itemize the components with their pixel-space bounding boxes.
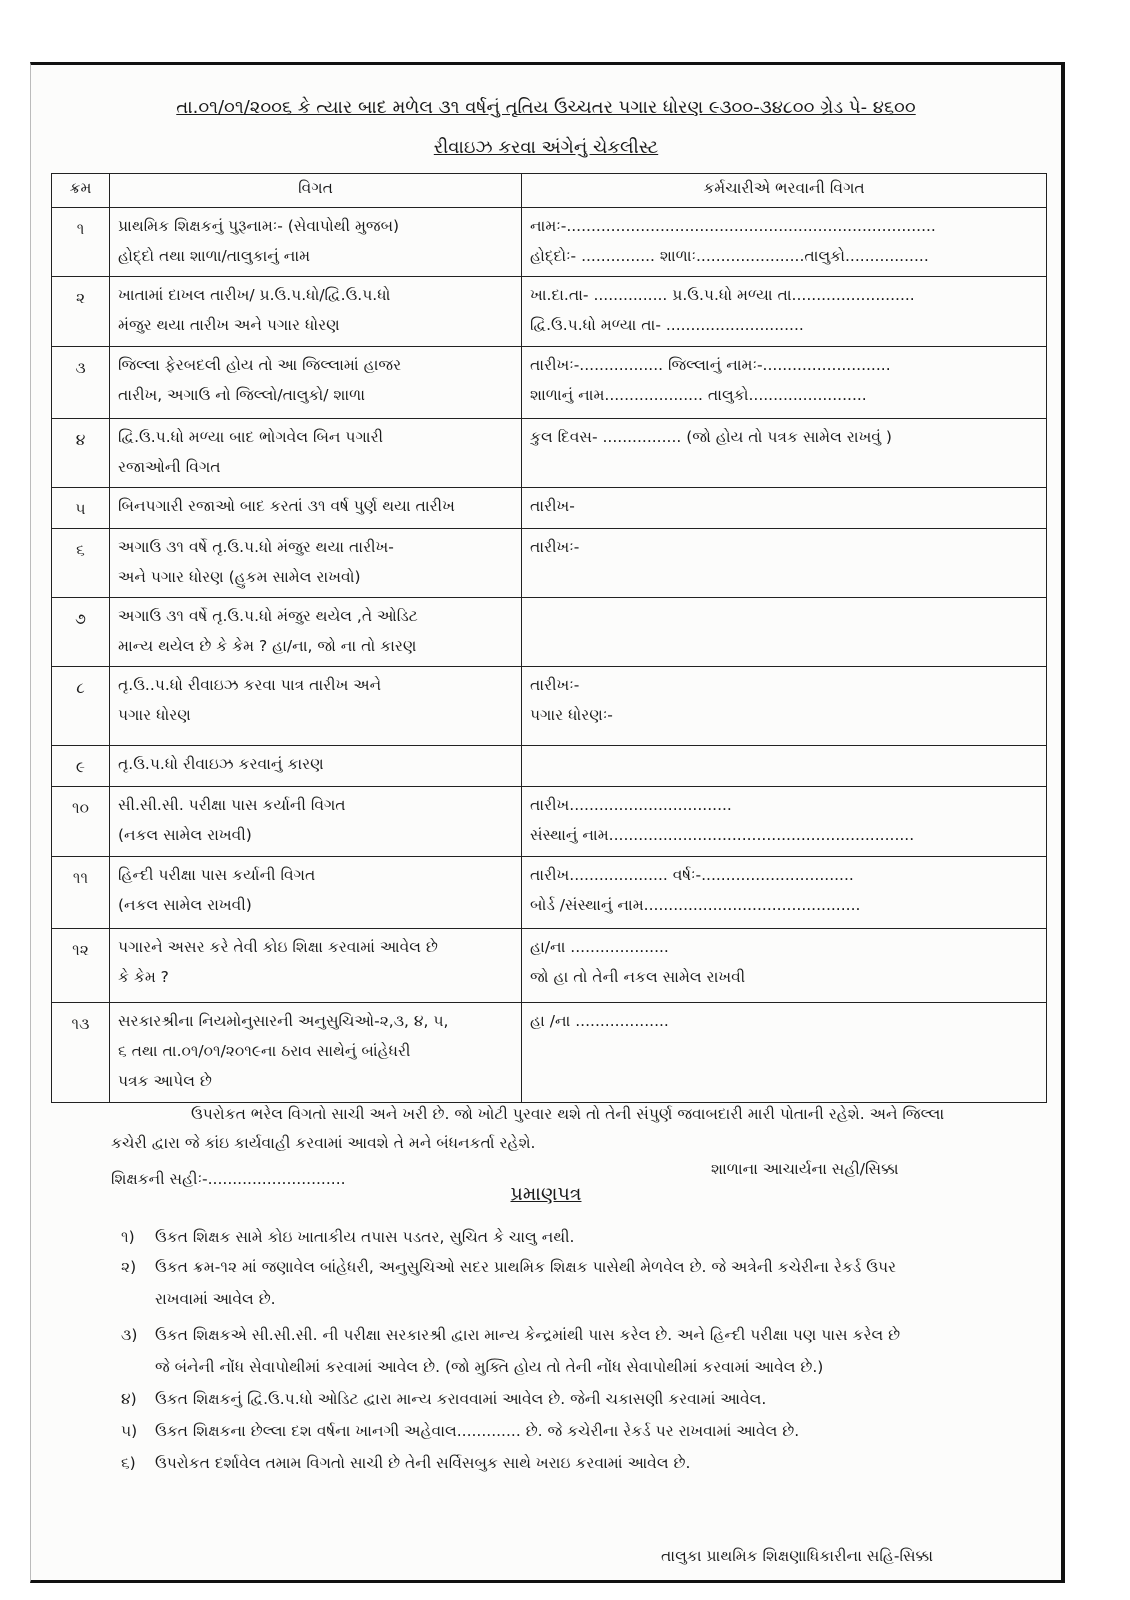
- row-fill-text: હા/ના ....................: [530, 937, 669, 956]
- row-serial-number: ૫: [52, 488, 110, 529]
- row-fill-text: સંસ્થાનું નામ..............................................................: [530, 825, 915, 844]
- checklist-body: [52, 208, 1047, 1103]
- row-fill-cell: [522, 347, 1047, 419]
- certificate-item-text: ઉપરોકત દર્શાવેલ તમામ વિગતો સાચી છે તેની સર્વિસબુક સાથે ખરાઇ કરવામાં આવેલ છે.: [155, 1454, 691, 1472]
- teacher-signature-field: શિક્ષકની સહીઃ-............................: [111, 1170, 346, 1188]
- table-row: [52, 347, 1047, 419]
- table-row: [52, 419, 1047, 488]
- certificate-item: [121, 1447, 1041, 1479]
- row-detail-cell: [110, 488, 522, 529]
- table-header-row: [52, 174, 1047, 208]
- row-detail-cell: [110, 277, 522, 347]
- row-detail-cell: [110, 786, 522, 856]
- table-row: [52, 529, 1047, 598]
- document-page: [30, 62, 1065, 1583]
- row-fill-text: શાળાનું નામ.................... તાલુકો........................: [530, 386, 867, 405]
- row-serial-number: ૪: [52, 419, 110, 488]
- row-fill-cell: [522, 745, 1047, 786]
- checklist-table: [51, 173, 1047, 1103]
- table-row: [52, 208, 1047, 277]
- row-fill-text: જો હા તો તેની નકલ સામેલ રાખવી: [530, 967, 746, 986]
- row-serial-number: ૧૦: [52, 786, 110, 856]
- row-detail-cell: [110, 347, 522, 419]
- row-detail-cell: [110, 598, 522, 667]
- row-fill-cell: [522, 928, 1047, 1002]
- document-title: તા.૦૧/૦૧/૨૦૦૬ કે ત્યાર બાદ મળેલ ૩૧ વર્ષનું તૃતિય ઉચ્ચતર પગાર ધોરણ ૯૩૦૦-૩૪૮૦૦ ગ્રેડ પે- ૪૬૦૦: [176, 97, 916, 118]
- row-fill-cell: [522, 488, 1047, 529]
- row-detail-cell: [110, 856, 522, 928]
- row-fill-text: તારીખ.................... વર્ષઃ-...............................: [530, 865, 854, 884]
- row-fill-cell: [522, 529, 1047, 598]
- row-detail-cell: [110, 208, 522, 277]
- row-detail-text: પગાર ધોરણ: [118, 706, 191, 725]
- row-detail-cell: [110, 745, 522, 786]
- row-fill-text: દ્વિ.ઉ.પ.ધો મળ્યા તા- ............................: [530, 316, 804, 334]
- row-serial-number: ૬: [52, 529, 110, 598]
- principal-signature-label: શાળાના આચાર્યના સહી/સિક્કા: [711, 1160, 899, 1178]
- certificate-item: [121, 1221, 1041, 1253]
- row-detail-text: સી.સી.સી. પરીક્ષા પાસ કર્યાની વિગત: [118, 795, 346, 814]
- row-fill-cell: [522, 667, 1047, 745]
- row-fill-cell: [522, 419, 1047, 488]
- row-fill-cell: [522, 856, 1047, 928]
- row-detail-text: મંજુર થયા તારીખ અને પગાર ધોરણ: [118, 316, 340, 334]
- row-detail-text: કે કેમ ?: [118, 967, 169, 986]
- row-fill-text: નામઃ-...........................................................................: [530, 217, 936, 235]
- certificate-item-text: ઉકત શિક્ષકએ સી.સી.સી. ની પરીક્ષા સરકારશ્રી દ્વારા માન્ય કેન્દ્રમાંથી પાસ કરેલ છે. અને હિન્દી પરીક્ષા પણ પાસ કરેલ છે: [155, 1326, 901, 1344]
- certificate-item-text: ઉકત ક્રમ-૧૨ માં જણાવેલ બાંહેધરી, અનુસુચિઓ સદર પ્રાથમિક શિક્ષક પાસેથી મેળવેલ છે. જે અત્રેની કચેરીના રેકર્ડ ઉપર: [155, 1258, 897, 1276]
- certificate-item-text: ઉકત શિક્ષકના છેલ્લા દશ વર્ષના ખાનગી અહેવાલ............. છે. જે કચેરીના રેકર્ડ પર રાખવામાં આવેલ છે.: [155, 1422, 800, 1440]
- row-fill-text: તારીખ.................................: [530, 795, 732, 814]
- table-row: [52, 786, 1047, 856]
- certificate-item-number: ૫): [121, 1422, 138, 1440]
- certificate-item-number: ૬): [121, 1454, 136, 1472]
- row-fill-text: કુલ દિવસ- ................ (જો હોય તો પત્રક સામેલ રાખવું ): [530, 428, 892, 447]
- row-detail-text: તૃ.ઉ..પ.ધો રીવાઇઝ કરવા પાત્ર તારીખ અને: [118, 676, 382, 695]
- certificate-title: પ્રમાણપત્ર: [510, 1183, 582, 1205]
- row-serial-number: ૧૩: [52, 1003, 110, 1103]
- row-detail-text: હોદ્દો તથા શાળા/તાલુકાનું નામ: [118, 247, 311, 265]
- officer-signature-label: તાલુકા પ્રાથમિક શિક્ષણાધિકારીના સહિ-સિક્કા: [661, 1547, 933, 1565]
- row-detail-text: રજાઓની વિગત: [118, 458, 221, 477]
- column-header-employee-fill: કર્મચારીએ ભરવાની વિગત: [522, 174, 1047, 208]
- row-detail-text: દ્વિ.ઉ.પ.ધો મળ્યા બાદ ભોગવેલ બિન પગારી: [118, 428, 384, 447]
- row-fill-text: તારીખ-: [530, 497, 575, 516]
- certificate-item-text: ઉકત શિક્ષક સામે કોઇ ખાતાકીય તપાસ પડતર, સુચિત કે ચાલુ નથી.: [155, 1228, 575, 1246]
- row-detail-text: હિન્દી પરીક્ષા પાસ કર્યાની વિગત: [118, 865, 316, 884]
- row-detail-cell: [110, 667, 522, 745]
- column-header-detail: વિગત: [110, 174, 522, 208]
- declaration-line-1: ઉપરોકત ભરેલ વિગતો સાચી અને ખરી છે. જો ખોટી પુરવાર થશે તો તેની સંપુર્ણ જવાબદારી મારી પોતાની રહેશે. અને જિલ્લા: [191, 1105, 945, 1123]
- row-fill-text: તારીખઃ-................. જિલ્લાનું નામઃ-..........................: [530, 356, 891, 375]
- column-header-serial: ક્રમ: [52, 174, 110, 208]
- row-fill-text: હા /ના ...................: [530, 1012, 669, 1031]
- row-detail-text: ખાતામાં દાખલ તારીખ/ પ્ર.ઉ.પ.ધો/દ્વિ.ઉ.પ.ધો: [118, 286, 391, 304]
- row-detail-text: તૃ.ઉ.પ.ધો રીવાઇઝ કરવાનું કારણ: [118, 754, 324, 773]
- row-fill-cell: [522, 598, 1047, 667]
- table-row: [52, 277, 1047, 347]
- table-row: [52, 598, 1047, 667]
- row-fill-cell: [522, 1003, 1047, 1103]
- certificate-item-number: ૨): [121, 1258, 137, 1276]
- table-row: [52, 1003, 1047, 1103]
- row-serial-number: ૨: [52, 277, 110, 347]
- row-serial-number: ૮: [52, 667, 110, 745]
- row-fill-text: તારીખઃ-: [530, 676, 580, 695]
- row-fill-text: તારીખઃ-: [530, 538, 580, 557]
- table-row: [52, 667, 1047, 745]
- row-fill-text: ખા.દા.તા- ............... પ્ર.ઉ.પ.ધો મળ્યા તા.........................: [530, 286, 915, 304]
- row-detail-text: પ્રાથમિક શિક્ષકનું પુરૂનામઃ- (સેવાપોથી મુજબ): [118, 217, 400, 235]
- row-fill-cell: [522, 277, 1047, 347]
- row-fill-text: બોર્ડ /સંસ્થાનું નામ............................................: [530, 895, 861, 914]
- certificate-item-number: ૩): [121, 1326, 138, 1344]
- declaration-line-2: કચેરી દ્વારા જે કાંઇ કાર્યવાહી કરવામાં આવશે તે મને બંધનકર્તા રહેશે.: [111, 1134, 536, 1152]
- document-subtitle: રીવાઇઝ કરવા અંગેનું ચેકલીસ્ટ: [433, 137, 659, 158]
- row-detail-text: અગાઉ ૩૧ વર્ષે તૃ.ઉ.પ.ધો મંજુર થયેલ ,તે ઓડિટ: [118, 607, 418, 626]
- table-row: [52, 928, 1047, 1002]
- certificate-item-number: ૪): [121, 1390, 137, 1408]
- row-fill-text: હોદ્દોઃ- ............... શાળાઃ......................તાલુકો.................: [530, 247, 929, 265]
- row-detail-cell: [110, 928, 522, 1002]
- row-serial-number: ૭: [52, 598, 110, 667]
- table-row: [52, 745, 1047, 786]
- certificate-item-text: જે બંનેની નોંધ સેવાપોથીમાં કરવામાં આવેલ છે. (જો મુક્તિ હોય તો તેની નોંધ સેવાપોથીમાં કરવામાં આવેલ છે.): [155, 1358, 824, 1376]
- row-serial-number: ૯: [52, 745, 110, 786]
- row-fill-cell: [522, 786, 1047, 856]
- certificate-item: [121, 1383, 1041, 1415]
- certificate-item: [121, 1319, 1041, 1383]
- row-serial-number: ૧: [52, 208, 110, 277]
- certificate-item-number: ૧): [121, 1228, 135, 1246]
- row-detail-text: પત્રક આપેલ છે: [118, 1072, 212, 1091]
- row-detail-text: અને પગાર ધોરણ (હુકમ સામેલ રાખવો): [118, 568, 361, 587]
- row-detail-text: જિલ્લા ફેરબદલી હોય તો આ જિલ્લામાં હાજર: [118, 356, 402, 375]
- row-detail-cell: [110, 1003, 522, 1103]
- row-fill-cell: [522, 208, 1047, 277]
- row-serial-number: ૧૨: [52, 928, 110, 1002]
- table-row: [52, 488, 1047, 529]
- table-row: [52, 856, 1047, 928]
- certificate-item: [121, 1251, 1041, 1315]
- row-detail-text: માન્ય થયેલ છે કે કેમ ? હા/ના, જો ના તો કારણ: [118, 637, 417, 656]
- row-detail-cell: [110, 419, 522, 488]
- row-detail-text: ૬ તથા તા.૦૧/૦૧/૨૦૧૯ના ઠરાવ સાથેનું બાંહેધરી: [118, 1042, 411, 1061]
- certificate-item: [121, 1415, 1041, 1447]
- row-serial-number: ૩: [52, 347, 110, 419]
- row-detail-text: (નકલ સામેલ રાખવી): [118, 895, 252, 914]
- row-serial-number: ૧૧: [52, 856, 110, 928]
- row-detail-text: પગારને અસર કરે તેવી કોઇ શિક્ષા કરવામાં આવેલ છે: [118, 937, 438, 956]
- row-fill-text: પગાર ધોરણઃ-: [530, 706, 613, 725]
- certificate-item-text: રાખવામાં આવેલ છે.: [155, 1290, 276, 1308]
- row-detail-text: અગાઉ ૩૧ વર્ષે તૃ.ઉ.પ.ધો મંજુર થયા તારીખ-: [118, 538, 394, 557]
- certificate-item-text: ઉકત શિક્ષકનું દ્વિ.ઉ.પ.ધો ઓડિટ દ્વારા માન્ય કરાવવામાં આવેલ છે. જેની ચકાસણી કરવામાં આવેલ.: [155, 1390, 767, 1408]
- row-detail-text: તારીખ, અગાઉ નો જિલ્લો/તાલુકો/ શાળા: [118, 386, 366, 405]
- row-detail-cell: [110, 529, 522, 598]
- row-detail-text: (નકલ સામેલ રાખવી): [118, 825, 252, 844]
- row-detail-text: સરકારશ્રીના નિયમોનુસારની અનુસુચિઓ-૨,૩, ૪, ૫,: [118, 1012, 449, 1031]
- row-detail-text: બિનપગારી રજાઓ બાદ કરતાં ૩૧ વર્ષ પુર્ણ થયા તારીખ: [118, 497, 455, 516]
